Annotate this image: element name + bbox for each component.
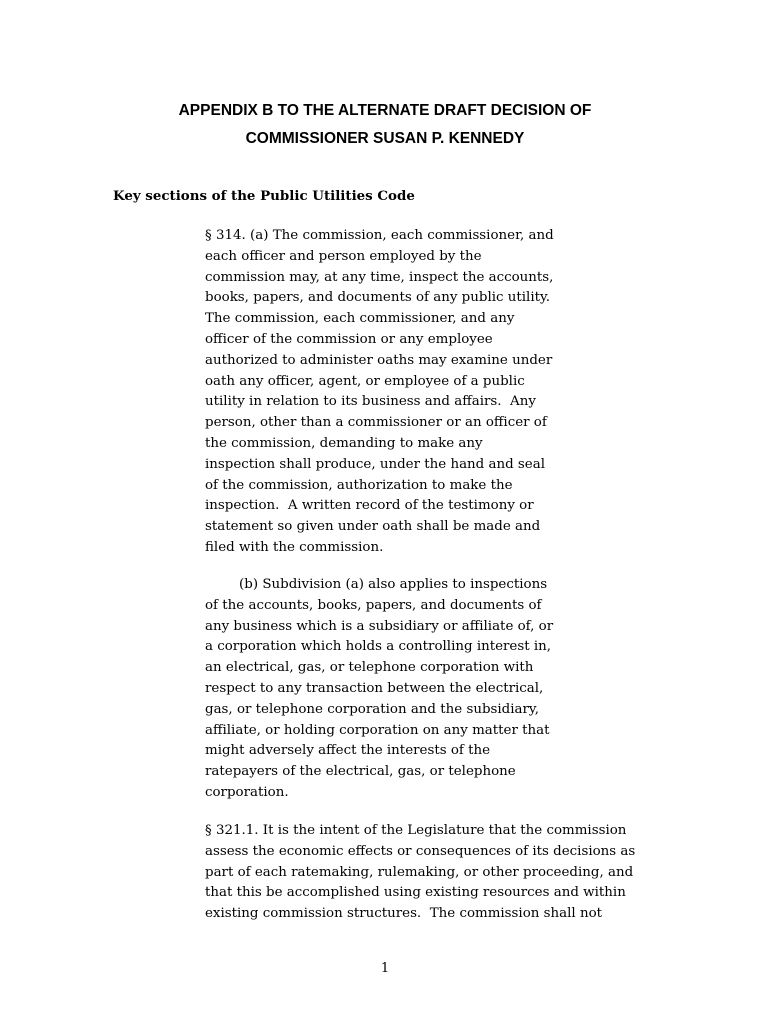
paragraph-section-321-1: § 321.1. It is the intent of the Legislature that the commission assess the economic effects or consequences of its decisions as part of each ratemaking, rulemaking, or other proceeding, and that this be accomplished using existing resources and within existing commission structures. The commission shall not [205,823,636,922]
paragraph-section-314-a: § 314. (a) The commission, each commissioner, and each officer and person employed by the commission may, at any time, inspect the accounts, books, papers, and documents of any public utility. The commission, each commissioner, and any officer of the commission or any employee authorized to administer oaths may examine under oath any officer, agent, or employee of a public utility in relation to its business and affairs. Any person, other than a commissioner or an officer of the commission, demanding to make any inspection shall produce, under the hand and seal of the commission, authorization to make the inspection. A written record of the testimony or statement so given under oath shall be made and filed with the commission. [205,228,554,555]
section-heading: Key sections of the Public Utilities Code [113,188,415,204]
page-number: 1 [380,961,390,976]
document-title-line-1: APPENDIX B TO THE ALTERNATE DRAFT DECISION OF [178,102,592,119]
paragraph-section-314-b: (b) Subdivision (a) also applies to inspections of the accounts, books, papers, and documents of any business which is a subsidiary or affiliate of, or a corporation which holds a controlling interest in, an electrical, gas, or telephone corporation with respect to any transaction between the electrical, gas, or telephone corporation and the subsidiary, affiliate, or holding corporation on any matter that might adversely affect the interests of the ratepayers of the electrical, gas, or telephone corporation. [205,577,554,800]
document-title-line-2: COMMISSIONER SUSAN P. KENNEDY [245,130,525,147]
